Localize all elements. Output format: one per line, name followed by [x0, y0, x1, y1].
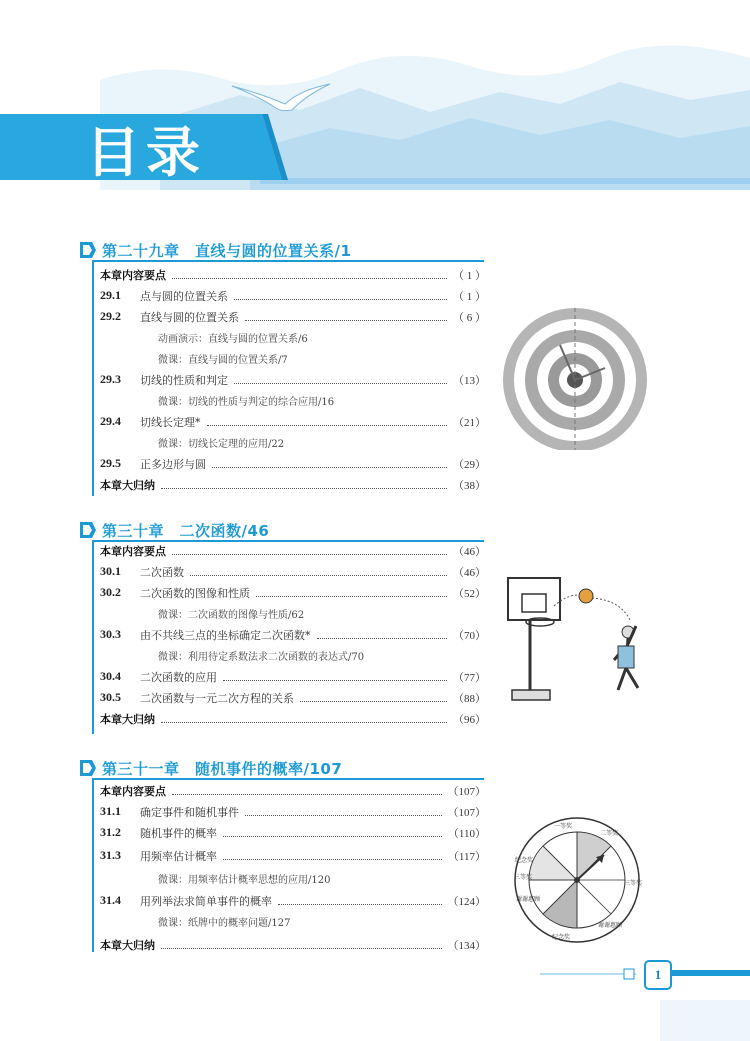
toc-entry[interactable]	[100, 582, 486, 603]
resource-link[interactable]: 微课：用频率估计概率思想的应用/120	[158, 874, 331, 886]
resource-link[interactable]: 动画演示：直线与圆的位置关系/6	[158, 333, 308, 345]
entry-page: （77）	[453, 671, 486, 684]
section-number: 30.4	[100, 669, 121, 683]
entry-label: 本章内容要点	[100, 544, 166, 558]
spinner-label: 三等奖	[514, 874, 533, 881]
spinner-label: 一等奖	[554, 823, 573, 830]
entry-label: 正多边形与圆	[140, 457, 206, 471]
entry-label: 本章大归纳	[100, 938, 155, 952]
spinner-label: 二等奖	[600, 830, 619, 837]
entry-page: （110）	[447, 827, 486, 840]
entry-page: （52）	[453, 587, 486, 600]
entry-page: （124）	[447, 895, 486, 908]
section-number: 29.2	[100, 309, 121, 323]
toc-entry[interactable]	[100, 411, 486, 432]
page-title: 目录	[86, 121, 206, 184]
entry-page: （38）	[453, 479, 486, 492]
entry-label: 本章内容要点	[100, 268, 166, 282]
entry-label: 用频率估计概率	[140, 849, 217, 863]
entry-label: 本章内容要点	[100, 784, 166, 798]
chapter-31	[78, 756, 498, 956]
entry-label: 切线的性质和判定	[140, 373, 228, 387]
chapter-title: 第二十九章 直线与圆的位置关系/1	[102, 241, 352, 260]
entry-label: 本章大归纳	[100, 478, 155, 492]
spinner-label: 谢谢惠顾	[516, 896, 541, 903]
entry-page: （107）	[447, 785, 486, 798]
section-number: 30.1	[100, 564, 121, 578]
section-number: 31.3	[100, 848, 121, 862]
entry-page: （46）	[453, 545, 486, 558]
toc-entry[interactable]	[100, 453, 486, 474]
chapter-title: 第三十章 二次函数/46	[102, 521, 270, 540]
toc-entry[interactable]	[100, 801, 486, 822]
entry-label: 二次函数与一元二次方程的关系	[140, 691, 294, 705]
entry-page: （46）	[453, 566, 486, 579]
section-number: 29.1	[100, 288, 121, 302]
entry-page: （ 1 ）	[453, 290, 486, 303]
chapter-30	[78, 518, 498, 733]
entry-label: 点与圆的位置关系	[140, 289, 228, 303]
toc-entry[interactable]	[100, 845, 486, 866]
toc-entry[interactable]	[100, 822, 486, 843]
resource-link[interactable]: 微课：切线的性质与判定的综合应用/16	[158, 396, 335, 408]
entry-label: 本章大归纳	[100, 712, 155, 726]
entry-page: （70）	[453, 629, 486, 642]
toc-entry[interactable]	[100, 306, 486, 327]
entry-page: （117）	[447, 850, 486, 863]
toc-entry[interactable]	[100, 934, 486, 955]
entry-page: （ 6 ）	[453, 311, 486, 324]
toc-entry[interactable]	[100, 369, 486, 390]
entry-page: （134）	[447, 939, 486, 952]
entry-label: 二次函数的应用	[140, 670, 217, 684]
toc-entry[interactable]	[100, 264, 486, 285]
toc-entry[interactable]	[100, 561, 486, 582]
spinner-label: 三等奖	[624, 880, 642, 887]
toc-entry[interactable]	[100, 540, 486, 561]
resource-link[interactable]: 微课：直线与圆的位置关系/7	[158, 354, 288, 366]
toc-entry[interactable]	[100, 890, 486, 911]
entry-page: （21）	[453, 416, 486, 429]
toc-entry[interactable]	[100, 708, 486, 729]
page-number: 1	[644, 960, 672, 990]
basketball-illustration	[500, 570, 660, 710]
spinner-label: 谢谢惠顾	[598, 922, 623, 929]
resource-link[interactable]: 微课：切线长定理的应用/22	[158, 438, 285, 450]
toc-entry[interactable]	[100, 666, 486, 687]
entry-page: （13）	[453, 374, 486, 387]
entry-page: （ 1 ）	[453, 269, 486, 282]
toc-entry[interactable]	[100, 624, 486, 645]
toc-entry[interactable]	[100, 474, 486, 495]
toc-entry[interactable]	[100, 780, 486, 801]
entry-label: 确定事件和随机事件	[140, 805, 239, 819]
section-number: 30.3	[100, 627, 121, 641]
entry-page: （96）	[453, 713, 486, 726]
resource-link[interactable]: 微课：二次函数的图像与性质/62	[158, 609, 305, 621]
toc-entry[interactable]	[100, 285, 486, 306]
entry-label: 二次函数	[140, 565, 184, 579]
resource-link[interactable]: 微课：纸牌中的概率问题/127	[158, 917, 291, 929]
section-number: 29.3	[100, 372, 121, 386]
entry-page: （29）	[453, 458, 486, 471]
chapter-29	[78, 238, 498, 498]
section-number: 29.5	[100, 456, 121, 470]
entry-label: 随机事件的概率	[140, 826, 217, 840]
section-number: 31.2	[100, 825, 121, 839]
entry-label: 直线与圆的位置关系	[140, 310, 239, 324]
spinner-label: 纪念奖	[515, 857, 534, 864]
entry-page: （88）	[453, 692, 486, 705]
entry-label: 由不共线三点的坐标确定二次函数*	[140, 628, 311, 642]
section-number: 30.5	[100, 690, 121, 704]
section-number: 29.4	[100, 414, 121, 428]
spinner-label: 纪念奖	[552, 934, 571, 941]
header-banner	[0, 0, 750, 190]
prize-spinner-illustration	[512, 815, 642, 945]
chapter-marker-icon	[78, 520, 98, 540]
entry-label: 二次函数的图像和性质	[140, 586, 250, 600]
chapter-marker-icon	[78, 240, 98, 260]
chapter-title: 第三十一章 随机事件的概率/107	[102, 759, 343, 778]
section-number: 31.1	[100, 804, 121, 818]
chapter-marker-icon	[78, 758, 98, 778]
toc-entry[interactable]	[100, 687, 486, 708]
target-illustration	[500, 300, 650, 450]
entry-label: 切线长定理*	[140, 415, 201, 429]
entry-label: 用列举法求简单事件的概率	[140, 894, 272, 908]
entry-page: （107）	[447, 806, 486, 819]
resource-link[interactable]: 微课：利用待定系数法求二次函数的表达式/70	[158, 651, 365, 663]
section-number: 31.4	[100, 893, 121, 907]
section-number: 30.2	[100, 585, 121, 599]
